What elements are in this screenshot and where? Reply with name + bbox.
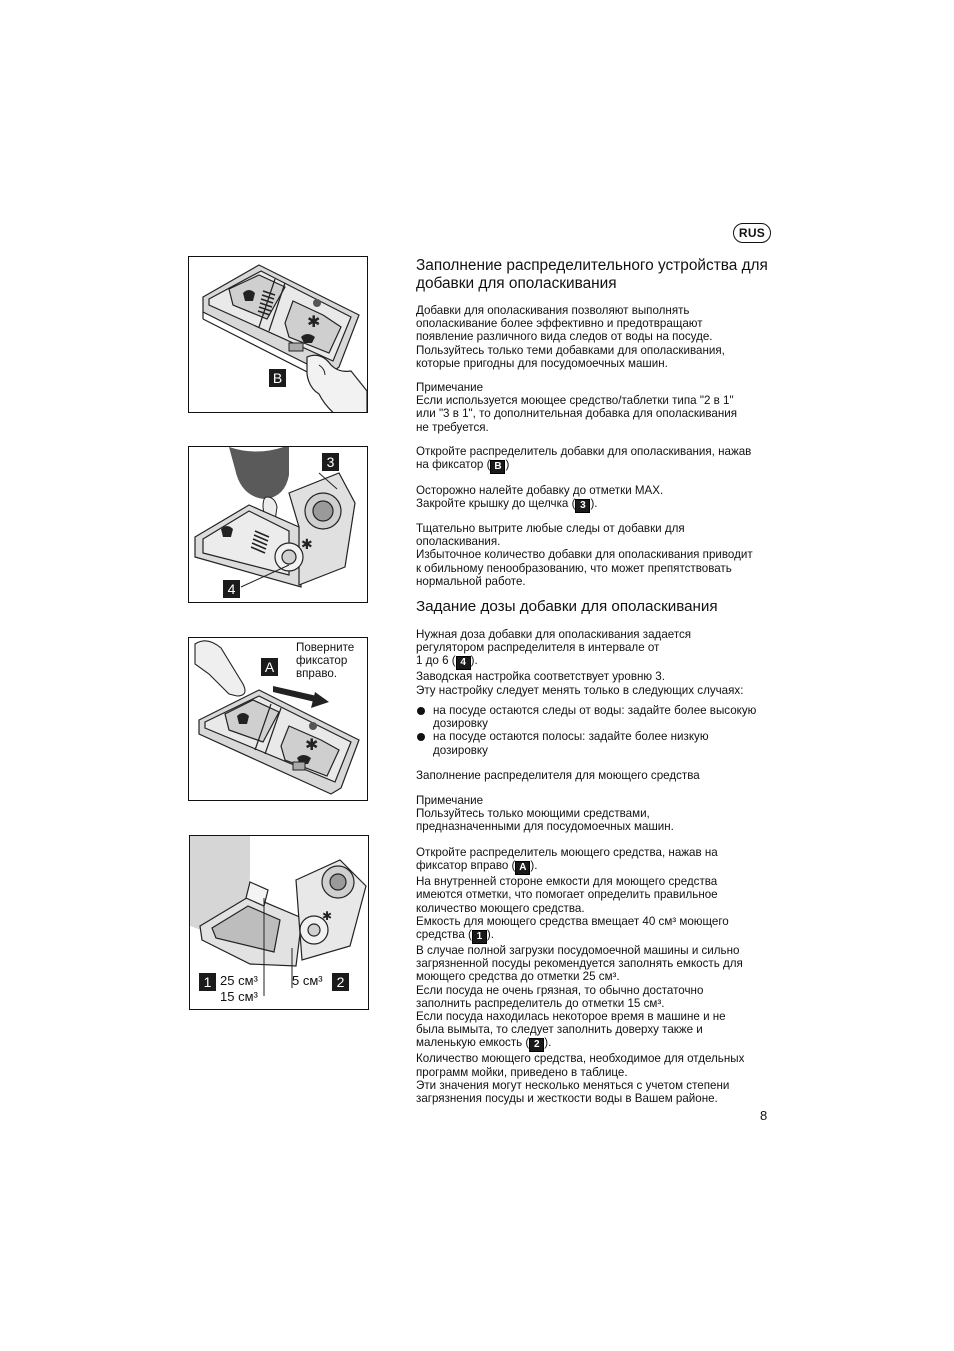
detergent-line: загрязнения посуды и жесткости воды в Вашем районе. <box>416 1092 718 1106</box>
note-title: Примечание <box>416 381 484 394</box>
svg-text:✱: ✱ <box>322 909 333 923</box>
wipe-line: ополаскивания. <box>416 535 501 549</box>
intro-paragraph <box>416 304 776 370</box>
figure-caption-line3: вправо. <box>296 667 338 680</box>
marker-4: 4 <box>223 580 240 598</box>
note-title: Примечание <box>416 794 484 807</box>
detergent-line: имеются отметки, что помогает определить правильное <box>416 888 718 902</box>
wipe-paragraph <box>416 522 776 588</box>
detergent-line: заполнить распределитель до отметки 15 см³. <box>416 996 665 1010</box>
marker-a: A <box>261 658 278 676</box>
figure-rinse-dispenser-open <box>188 446 368 603</box>
step-line: Осторожно налейте добавку до отметки MAX. <box>416 484 664 497</box>
page-number: 8 <box>760 1108 768 1123</box>
detergent-line: На внутренней стороне емкости для моющего средства <box>416 875 718 889</box>
step-line: на фиксатор ( B ) <box>416 458 510 473</box>
dose-line: Эту настройку следует менять только в следующих случаях: <box>416 683 744 697</box>
marker-b: B <box>269 369 286 387</box>
note-line: предназначенными для посудомоечных машин. <box>416 820 674 834</box>
intro-line: ополаскивание более эффективно и предотвращают <box>416 317 703 331</box>
wipe-line: нормальной работе. <box>416 574 526 588</box>
detergent-line: моющего средства до отметки 25 см³. <box>416 970 620 984</box>
wipe-line: Избыточное количество добавки для ополаскивания приводит <box>416 548 753 562</box>
figure-caption-line2: фиксатор <box>296 654 348 667</box>
note-line: Пользуйтесь только моющими средствами, <box>416 807 650 821</box>
dose-line: регулятором распределителя в интервале от <box>416 641 660 655</box>
marker-3: 3 <box>322 453 339 471</box>
bullet-item <box>416 730 776 756</box>
dose-line: Заводская настройка соответствует уровню 3. <box>416 670 665 684</box>
inline-marker-b: B <box>490 460 505 474</box>
marker-1: 1 <box>199 973 216 991</box>
inline-marker-1: 1 <box>472 930 487 944</box>
svg-text:✱: ✱ <box>305 735 319 754</box>
inline-marker-a: A <box>515 861 530 875</box>
dose-bullet-list <box>416 704 776 757</box>
figure-caption-line1: Поверните <box>296 641 355 654</box>
bullet-line: дозировку <box>433 743 488 757</box>
figure-rinse-dispenser-closed <box>188 256 368 413</box>
note-1 <box>416 381 776 434</box>
detergent-line: программ мойки, приведено в таблице. <box>416 1065 628 1079</box>
figure-detergent-dispenser-latch <box>188 637 368 801</box>
figure-detergent-chambers <box>189 835 369 1010</box>
bullet-line: на посуде остаются полосы: задайте более низкую <box>433 730 709 744</box>
intro-line: Добавки для ополаскивания позволяют выполнять <box>416 304 690 317</box>
mark-15-cm3: 15 см³ <box>220 989 258 1004</box>
step-open-rinse <box>416 445 776 474</box>
intro-line: появление различного вида следов от воды на посуде. <box>416 330 713 344</box>
detergent-heading: Заполнение распределителя для моющего средства <box>416 769 700 782</box>
detergent-line: фиксатор вправо ( A ). <box>416 859 538 874</box>
inline-marker-4: 4 <box>456 656 471 670</box>
detergent-line: Откройте распределитель моющего средства, нажав на <box>416 846 718 859</box>
detergent-line: загрязненной посуды рекомендуется заполнять емкость для <box>416 957 743 971</box>
step-fill-rinse <box>416 484 776 513</box>
language-badge: RUS <box>733 223 771 243</box>
step-line: Закройте крышку до щелчка ( 3 ). <box>416 497 598 512</box>
step-line: Откройте распределитель добавки для ополаскивания, нажав <box>416 445 752 458</box>
marker-2: 2 <box>332 973 349 991</box>
detergent-line: была вымыта, то следует заполнить доверху также и <box>416 1023 703 1037</box>
dispenser-open-illustration <box>189 447 367 602</box>
mark-5-cm3: 5 см³ <box>292 973 323 988</box>
wipe-line: к обильному пенообразованию, что может препятствовать <box>416 561 732 575</box>
inline-marker-3: 3 <box>575 499 590 513</box>
note-line: или "3 в 1", то дополнительная добавка для ополаскивания <box>416 407 738 421</box>
dose-line: 1 до 6 ( 4 ). <box>416 654 478 669</box>
detergent-line: Если посуда не очень грязная, то обычно достаточно <box>416 983 704 997</box>
bullet-dot-icon <box>417 733 425 741</box>
detergent-line: средства ( 1 ). <box>416 928 494 943</box>
detergent-line: Если посуда находилась некоторое время в машине и не <box>416 1010 726 1024</box>
svg-text:✱: ✱ <box>307 312 321 331</box>
bullet-line: на посуде остаются следы от воды: задайте более высокую <box>433 704 757 717</box>
bullet-line: дозировку <box>433 717 488 731</box>
note-2 <box>416 794 776 834</box>
mark-25-cm3: 25 см³ <box>220 973 258 988</box>
detergent-line: Количество моющего средства, необходимое для отдельных <box>416 1052 745 1066</box>
bullet-item <box>416 704 776 730</box>
dose-line: Нужная доза добавки для ополаскивания задается <box>416 628 692 641</box>
detergent-line: В случае полной загрузки посудомоечной машины и сильно <box>416 944 740 958</box>
inline-marker-2: 2 <box>529 1038 544 1052</box>
detergent-line: количество моющего средства. <box>416 901 585 915</box>
note-line: не требуется. <box>416 420 489 434</box>
bullet-dot-icon <box>417 707 425 715</box>
intro-line: которые пригодны для посудомоечных машин. <box>416 356 668 370</box>
detergent-line: Эти значения могут несколько меняться с учетом степени <box>416 1078 730 1092</box>
detergent-line: Емкость для моющего средства вмещает 40 см³ моющего <box>416 914 729 928</box>
intro-line: Пользуйтесь только теми добавками для ополаскивания, <box>416 343 725 357</box>
detergent-line: маленькую емкость ( 2 ). <box>416 1036 552 1051</box>
note-line: Если используется моющее средство/таблетки типа "2 в 1" <box>416 394 734 408</box>
wipe-line: Тщательно вытрите любые следы от добавки для <box>416 522 685 535</box>
svg-text:✱: ✱ <box>301 537 313 553</box>
section-heading-dose: Задание дозы добавки для ополаскивания <box>416 598 718 615</box>
dose-paragraph <box>416 628 776 697</box>
section-heading-rinse-aid: Заполнение распределительного устройства для добавки для ополаскивания <box>416 257 768 292</box>
detergent-paragraph <box>416 846 776 1105</box>
dispenser-closed-illustration <box>189 257 367 412</box>
